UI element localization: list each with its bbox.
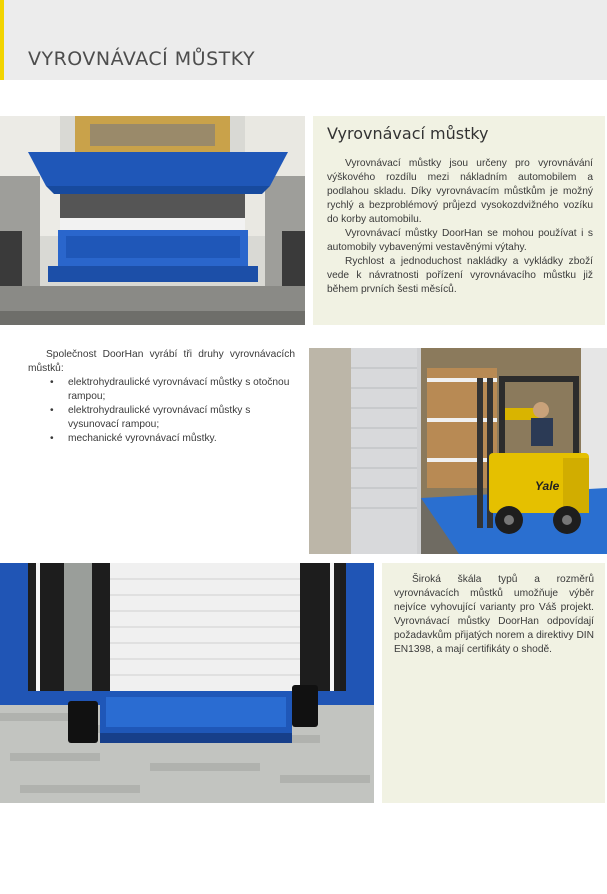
intro-paragraph-2: Vyrovnávací můstky DoorHan se mohou používat i s automobily vybavenými vestavěnými výtahy. xyxy=(327,228,593,253)
page-header xyxy=(0,0,607,80)
range-text-panel xyxy=(382,563,605,803)
intro-paragraph-3: Rychlost a jednoduchost nakládky a vykládky zboží vede k návratnosti pořízení vyrovnávacího můstku již během prvních šesti měsíců. xyxy=(327,256,593,295)
types-list xyxy=(48,376,295,446)
list-item: • elektrohydraulické vyrovnávací můstky s vysunovací rampou; xyxy=(68,404,295,432)
intro-paragraph-1: Vyrovnávací můstky jsou určeny pro vyrovnávání výškového rozdílu mezi nákladním automobilem a podlahou skladu. Díky vyrovnávacím můstkům je možný rychlý a bezproblémový průjezd vysokozdvižného vozíku do korby automobilu. xyxy=(327,158,593,225)
intro-text-panel xyxy=(313,116,605,325)
forklift-on-leveler-photo xyxy=(309,348,607,554)
loading-dock-leveler-photo xyxy=(0,116,305,325)
types-text-block xyxy=(28,348,295,446)
list-item: • mechanické vyrovnávací můstky. xyxy=(68,432,295,446)
dock-door-with-leveler-photo xyxy=(0,563,374,803)
page-title: VYROVNÁVACÍ MŮSTKY xyxy=(28,48,256,70)
header-accent-bar xyxy=(0,0,4,80)
range-paragraph: Široká škála typů a rozměrů vyrovnávacích můstků umožňuje výběr nejvíce vyhovující varianty pro Váš projekt. Vyrovnávací můstky DoorHan odpovídají požadavkům přijatých norem a direktivy DIN EN1398, a mají certifikáty o shodě. xyxy=(394,574,594,655)
forklift-brand-label: Yale xyxy=(535,479,560,493)
section-heading: Vyrovnávací můstky xyxy=(327,124,489,143)
types-intro: Společnost DoorHan vyrábí tři druhy vyrovnávacích můstků: xyxy=(28,349,295,374)
list-item: • elektrohydraulické vyrovnávací můstky s otočnou rampou; xyxy=(68,376,295,404)
